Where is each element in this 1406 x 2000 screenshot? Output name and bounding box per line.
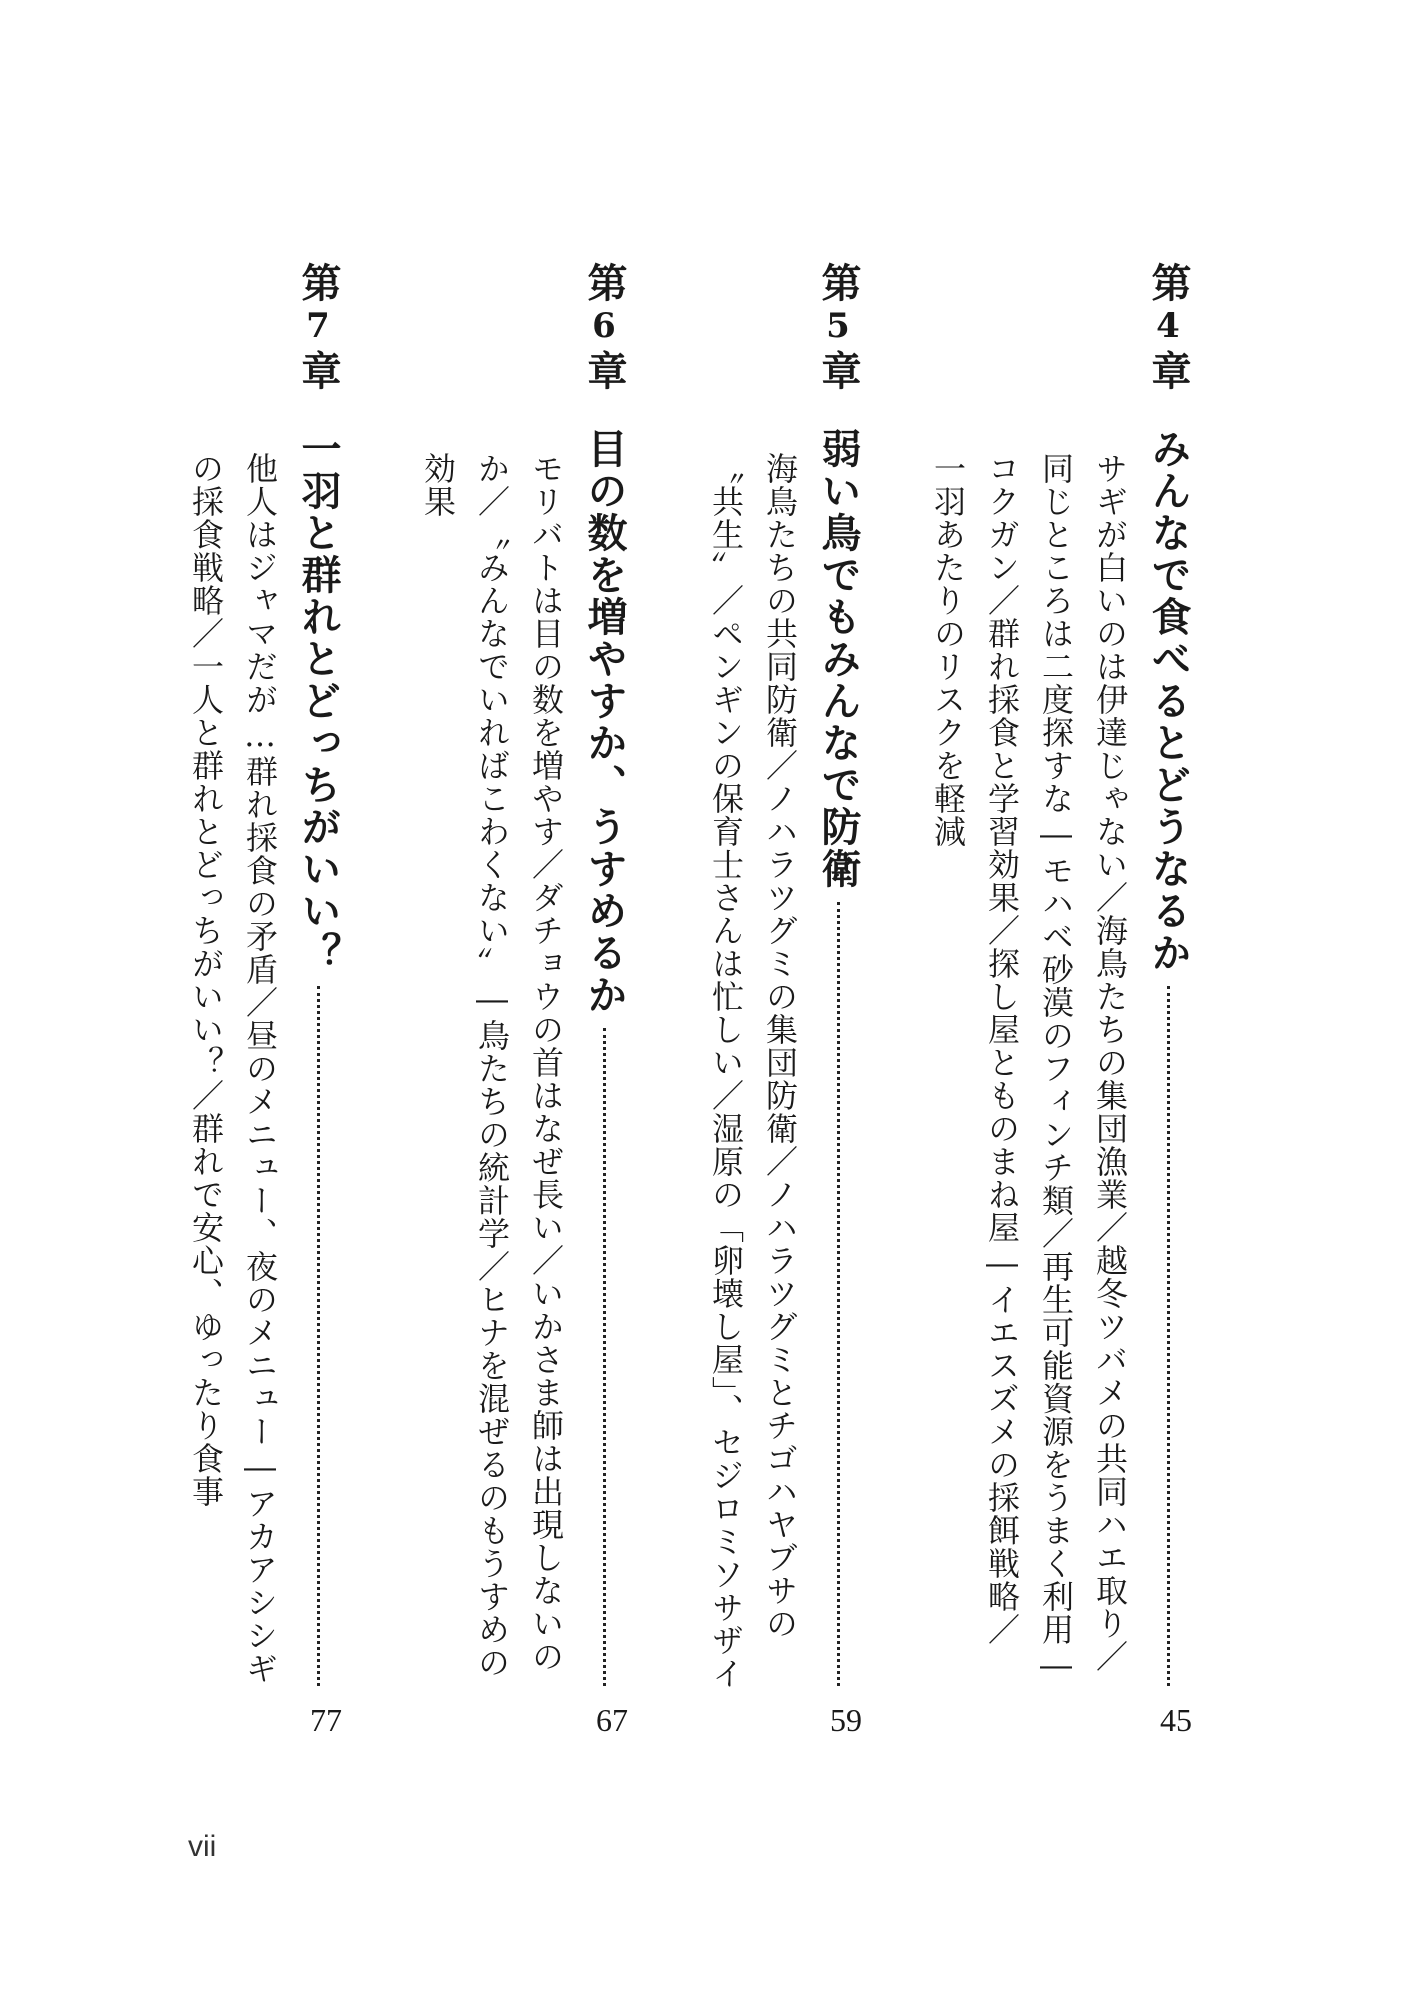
chapter-6-desc-line-1: モリバトは目の数を増やす／ダチョウの首はなぜ長い／いかさま師は出現しないの (527, 452, 565, 1673)
chapter-4-title[interactable] (1145, 428, 1192, 1698)
chapter-6-label: 第6章 (581, 262, 628, 394)
chapter-6-desc-line-2: か／〝みんなでいればこわくない〟―鳥たちの統計学／ヒナを混ぜるのもうすめの (473, 452, 511, 1679)
chapter-4-desc-line-3: コクガン／群れ採食と学習効果／探し屋とものまね屋―イエスズメの採餌戦略／ (983, 452, 1021, 1646)
leader-dots (317, 986, 320, 1686)
chapter-5-desc-line-1: 海鳥たちの共同防衛／ノハラツグミの集団防衛／ノハラツグミとチゴハヤブサの (761, 452, 799, 1640)
chapter-title-text: 一羽と群れとどっちがいい？ (295, 428, 342, 974)
chapter-title-text: 目の数を増やすか、うすめるか (581, 428, 628, 1016)
chapter-7-label: 第7章 (295, 262, 342, 394)
chapter-6-title[interactable] (581, 428, 628, 1698)
chapter-7-page: 77 (310, 1702, 342, 1738)
chapter-7-desc-line-1: 他人はジャマだが…群れ採食の矛盾／昼のメニュー、夜のメニュー―アカアシシギ (241, 452, 279, 1685)
chapter-5-page: 59 (830, 1702, 862, 1738)
leader-dots (603, 1028, 606, 1686)
chapter-5-label: 第5章 (815, 262, 862, 394)
chapter-6-page: 67 (596, 1702, 628, 1738)
chapter-7-title[interactable] (295, 428, 342, 1698)
chapter-title-text: 弱い鳥でもみんなで防衛 (815, 428, 862, 890)
chapter-4-desc-line-4: 一羽あたりのリスクを軽減 (929, 452, 967, 848)
chapter-4-desc-line-2: 同じところは二度探すな―モハベ砂漠のフィンチ類／再生可能資源をうまく利用― (1037, 452, 1075, 1685)
chapter-4-desc-line-1: サギが白いのは伊達じゃない／海鳥たちの集団漁業／越冬ツバメの共同ハエ取り／ (1091, 452, 1129, 1673)
chapter-4-page: 45 (1160, 1702, 1192, 1738)
chapter-title-text: みんなで食べるとどうなるか (1145, 428, 1192, 974)
chapter-4-label: 第4章 (1145, 262, 1192, 394)
leader-dots (1167, 986, 1170, 1686)
chapter-6-desc-line-3: 効果 (419, 452, 457, 518)
page-folio: vii (188, 1830, 217, 1863)
leader-dots (837, 902, 840, 1686)
chapter-5-title[interactable] (815, 428, 862, 1698)
chapter-7-desc-line-2: の採食戦略／一人と群れとどっちがいい？／群れで安心、ゆったり食事 (187, 452, 225, 1508)
chapter-5-desc-line-2: 〝共生〟／ペンギンの保育士さんは忙しい／湿原の「卵壊し屋」、セジロミソサザイ (707, 452, 745, 1690)
